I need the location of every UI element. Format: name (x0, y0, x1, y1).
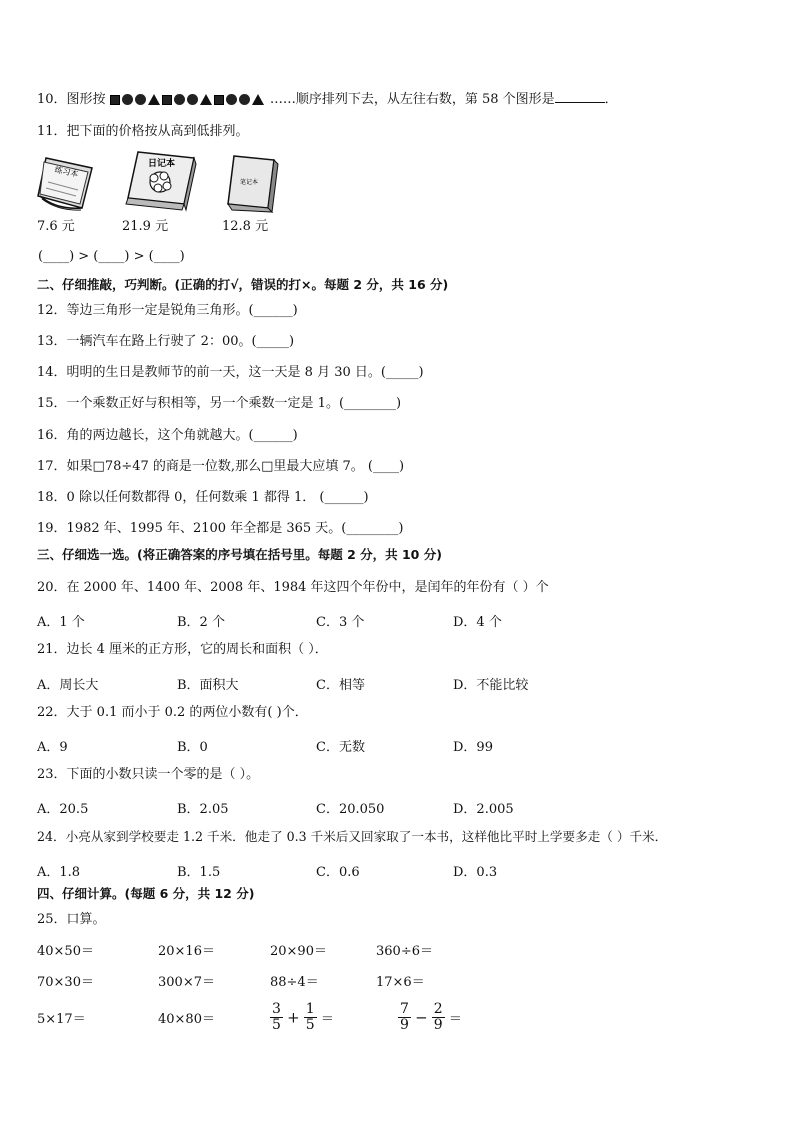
question-15: 15．一个乘数正好与积相等，另一个乘数一定是 1。(________) (37, 396, 402, 411)
calc-3: 20×90＝ (270, 944, 327, 959)
denominator: 9 (400, 1017, 409, 1033)
fraction (398, 1002, 411, 1033)
numerator: 2 (433, 1001, 443, 1017)
equals: ＝ (320, 1012, 334, 1027)
q10-answer-blank[interactable] (555, 90, 605, 103)
question-14: 14．明明的生日是教师节的前一天，这一天是 8 月 30 日。(_____) (37, 365, 424, 380)
section-4-heading: 四、仔细计算。(每题 6 分，共 12 分) (37, 886, 255, 901)
denominator: 5 (272, 1017, 281, 1033)
operator: − (415, 1008, 428, 1027)
q23-option-c[interactable]: C．20.050 (316, 802, 385, 817)
calc-4: 360÷6＝ (376, 944, 433, 959)
circle-icon (239, 94, 250, 105)
q20-option-b[interactable]: B．2 个 (177, 615, 225, 630)
numerator: 1 (305, 1001, 315, 1017)
diary-book-image (124, 148, 200, 212)
circle-icon (187, 94, 198, 105)
q21-option-c[interactable]: C．相等 (316, 678, 365, 693)
calc-2: 20×16＝ (158, 944, 215, 959)
section-2-heading: 二、仔细推敲，巧判断。(正确的打√，错误的打×。每题 2 分，共 16 分) (37, 277, 449, 292)
shape-pattern (110, 92, 270, 107)
q20-option-d[interactable]: D．4 个 (453, 615, 502, 630)
triangle-icon (252, 94, 264, 105)
operator: + (287, 1008, 300, 1027)
fraction-expression-1 (270, 1002, 334, 1033)
price-compare-blanks[interactable]: (____) > (____) > (____) (38, 249, 185, 264)
question-17: 17．如果□78÷47 的商是一位数,那么□里最大应填 7。 (____) (37, 459, 405, 474)
q21-option-b[interactable]: B．面积大 (177, 678, 239, 693)
price-1: 7.6 元 (37, 219, 75, 234)
question-22: 22．大于 0.1 而小于 0.2 的两位小数有( )个． (37, 705, 308, 720)
exercise-book-image (36, 152, 98, 212)
square-icon (110, 95, 120, 105)
calc-6: 300×7＝ (158, 975, 215, 990)
calc-5: 70×30＝ (37, 975, 94, 990)
q22-option-c[interactable]: C．无数 (316, 740, 365, 755)
q23-option-a[interactable]: A．20.5 (37, 802, 89, 817)
circle-icon (174, 94, 185, 105)
section-3-heading: 三、仔细选一选。(将正确答案的序号填在括号里。每题 2 分，共 10 分) (37, 547, 442, 562)
q21-option-a[interactable]: A．周长大 (37, 678, 99, 693)
q24-option-b[interactable]: B．1.5 (177, 865, 221, 880)
q23-option-d[interactable]: D．2.005 (453, 802, 514, 817)
circle-icon (122, 94, 133, 105)
circle-icon (135, 94, 146, 105)
question-12: 12．等边三角形一定是锐角三角形。(______) (37, 303, 298, 318)
q22-option-a[interactable]: A．9 (37, 740, 68, 755)
question-23: 23．下面的小数只读一个零的是（ ）。 (37, 767, 260, 782)
q22-option-d[interactable]: D．99 (453, 740, 493, 755)
price-2: 21.9 元 (122, 219, 169, 234)
question-19: 19．1982 年、1995 年、2100 年全都是 365 天。(________) (37, 521, 404, 536)
q24-option-d[interactable]: D．0.3 (453, 865, 498, 880)
question-24: 24．小亮从家到学校要走 1.2 千米．他走了 0.3 千米后又回家取了一本书，这样他比平时上学要多走（ ）千米． (37, 829, 668, 844)
q21-option-d[interactable]: D．不能比较 (453, 678, 529, 693)
q23-option-b[interactable]: B．2.05 (177, 802, 229, 817)
fraction (432, 1002, 445, 1033)
q20-option-a[interactable]: A．1 个 (37, 615, 85, 630)
book-cover-2: 日记本 (148, 159, 176, 169)
fraction-expression-2 (398, 1002, 462, 1033)
notebook-image (224, 152, 280, 214)
q10-end: ． (604, 92, 618, 107)
q10-suffix: ……顺序排列下去，从左往右数，第 58 个图形是 (269, 92, 555, 107)
fraction (270, 1002, 283, 1033)
q24-option-c[interactable]: C．0.6 (316, 865, 360, 880)
question-20: 20．在 2000 年、1400 年、2008 年、1984 年这四个年份中，是闰年的年份有（ ）个 (37, 580, 549, 595)
book-cover-3: 笔记本 (240, 179, 259, 186)
question-25: 25．口算。 (37, 912, 106, 927)
calc-1: 40×50＝ (37, 944, 94, 959)
question-11: 11．把下面的价格按从高到低排列。 (37, 124, 249, 139)
question-18: 18．0 除以任何数都得 0，任何数乘 1 都得 1． (______) (37, 490, 369, 505)
fraction (304, 1002, 317, 1033)
price-3: 12.8 元 (222, 219, 269, 234)
question-16: 16．角的两边越长，这个角就越大。(______) (37, 428, 298, 443)
square-icon (162, 95, 172, 105)
denominator: 5 (305, 1017, 315, 1033)
calc-9: 5×17＝ (37, 1012, 86, 1027)
triangle-icon (148, 94, 160, 105)
calc-10: 40×80＝ (158, 1012, 215, 1027)
numerator: 3 (272, 1001, 281, 1017)
question-13: 13．一辆汽车在路上行驶了 2：00。(_____) (37, 334, 295, 349)
q24-option-a[interactable]: A．1.8 (37, 865, 81, 880)
square-icon (214, 95, 224, 105)
q10-prefix: 10．图形按 (37, 92, 106, 107)
question-21: 21．边长 4 厘米的正方形，它的周长和面积（ ）． (37, 642, 328, 657)
numerator: 7 (400, 1001, 409, 1017)
equals: ＝ (448, 1012, 462, 1027)
book-cover-1: 练习本 (53, 165, 80, 179)
q22-option-b[interactable]: B．0 (177, 740, 208, 755)
calc-7: 88÷4＝ (270, 975, 319, 990)
calc-8: 17×6＝ (376, 975, 425, 990)
triangle-icon (200, 94, 212, 105)
circle-icon (226, 94, 237, 105)
q20-option-c[interactable]: C．3 个 (316, 615, 365, 630)
question-10 (37, 90, 618, 108)
denominator: 9 (433, 1017, 443, 1033)
